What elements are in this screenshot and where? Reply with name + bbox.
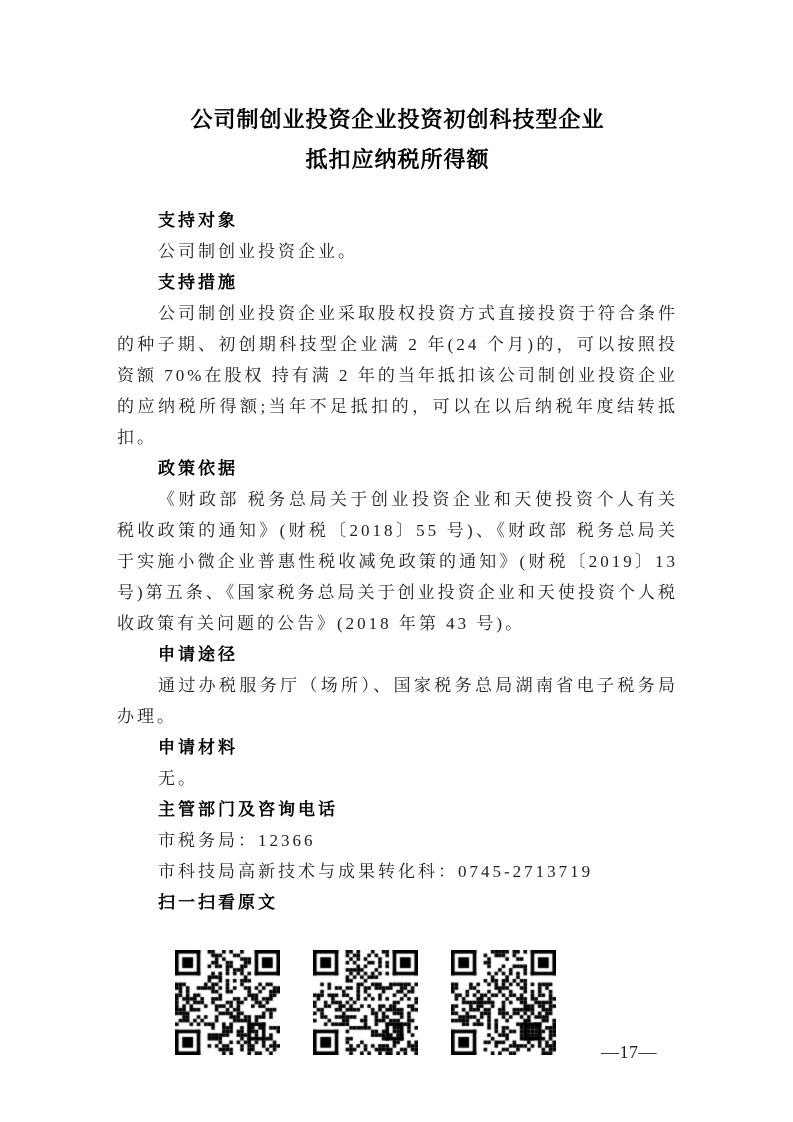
section-heading-application-materials: 申请材料	[158, 738, 238, 757]
section-paragraph: 《财政部 税务总局关于创业投资企业和天使投资个人有关税收政策的通知》(财税〔2018〕55 号)、《财政部 税务总局关于实施小微企业普惠性税收减免政策的通知》(财税〔2019〕13 号)第五条、《国家税务总局关于创业投资企业和天使投资个人税收政策有关问题的公告》(2018 年第 43 号)。	[117, 490, 678, 633]
document-body	[117, 205, 678, 1055]
section-paragraph-tax-bureau-phone: 市税务局：12366	[158, 831, 316, 850]
section-heading-scan-original: 扫一扫看原文	[158, 893, 278, 912]
section-heading-policy-basis: 政策依据	[158, 459, 238, 478]
section-paragraph: 公司制创业投资企业。	[158, 242, 358, 261]
qr-code-2	[313, 950, 418, 1055]
qr-code-3	[451, 950, 556, 1055]
section-heading-department-phone: 主管部门及咨询电话	[158, 800, 338, 819]
document-title-line1: 公司制创业投资企业投资初创科技型企业	[190, 107, 605, 132]
section-heading-support-target: 支持对象	[158, 211, 238, 230]
document-title	[117, 0, 678, 180]
section-heading-application-channel: 申请途径	[158, 645, 238, 664]
qr-code-1	[175, 950, 280, 1055]
qr-code-row	[175, 950, 678, 1055]
section-paragraph: 公司制创业投资企业采取股权投资方式直接投资于符合条件的种子期、初创期科技型企业满 2 年(24 个月)的，可以按照投资额 70%在股权 持有满 2 年的当年抵扣该公司制创业投资企业的应纳税所得额;当年不足抵扣的，可以在以后纳税年度结转抵扣。	[117, 304, 678, 447]
section-paragraph: 无。	[158, 769, 198, 788]
section-heading-support-measures: 支持措施	[158, 273, 238, 292]
page-number: —17—	[601, 1042, 657, 1062]
section-paragraph: 通过办税服务厅（场所）、国家税务总局湖南省电子税务局办理。	[117, 676, 678, 726]
section-paragraph-science-bureau-phone: 市科技局高新技术与成果转化科：0745-2713719	[158, 862, 594, 881]
document-title-line2: 抵扣应纳税所得额	[305, 147, 490, 172]
